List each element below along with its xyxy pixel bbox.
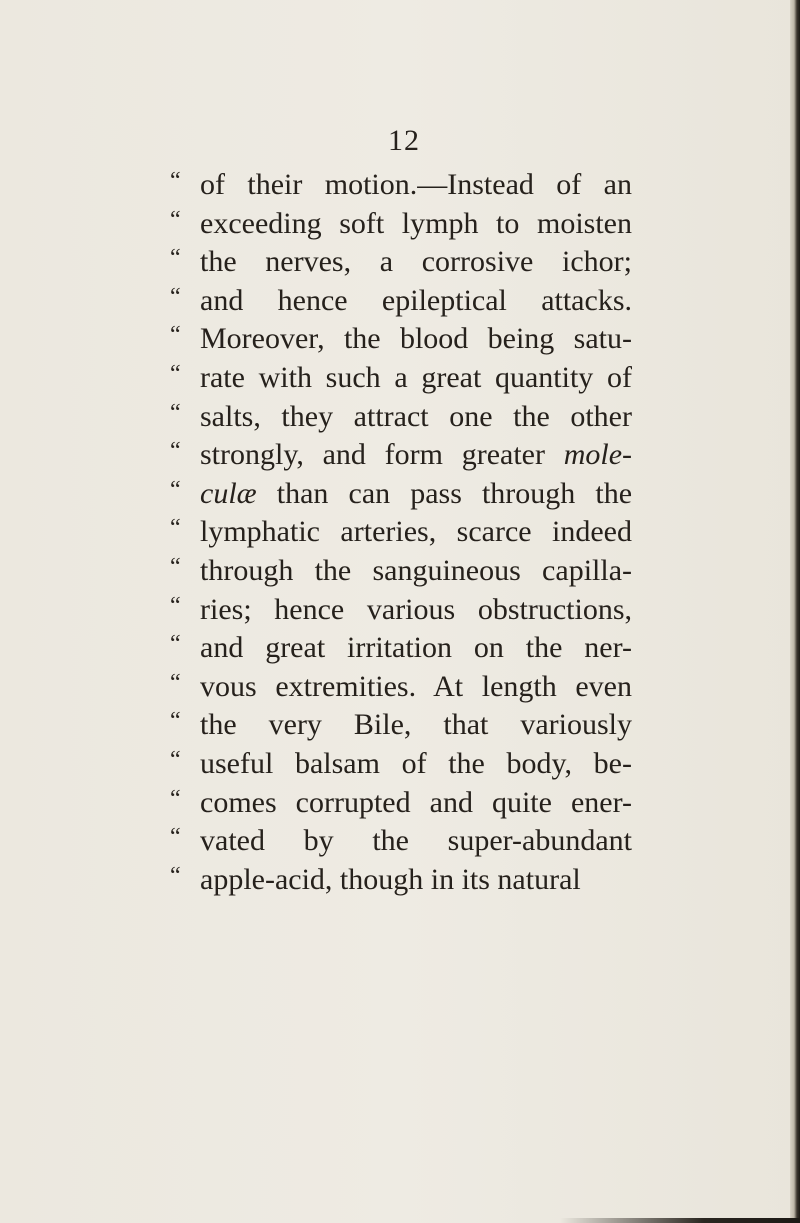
line-text-roman: than can pass through the [276,476,633,510]
line-text: rate with such a great quantity of [200,360,632,394]
page-edge-shadow [790,0,800,1223]
quote-mark: “ [170,592,179,619]
line-text: exceeding soft lymph to moisten [200,206,632,240]
quote-mark: “ [170,824,179,851]
line-text: comes corrupted and quite ener- [200,785,632,819]
line-text: vous extremities. At length even [200,669,632,703]
line-text: useful balsam of the body, be- [200,746,632,780]
quote-mark: “ [170,168,179,194]
quote-mark: “ [170,785,179,812]
line-text: of their motion.—Instead of an [200,168,632,201]
quote-mark: “ [170,515,179,542]
quote-mark: “ [170,746,179,773]
page-bottom-shadow [560,1218,800,1223]
italic-word: culæ [200,476,257,510]
quote-mark: “ [170,245,179,272]
quote-mark: “ [170,438,179,465]
line-text: the nerves, a corrosive ichor; [200,245,632,279]
quote-mark: “ [170,360,179,387]
line-text: and hence epileptical attacks. [200,283,632,317]
line-text: the very Bile, that variously [200,708,632,742]
line-text: salts, they attract one the other [200,399,632,433]
quote-mark: “ [170,283,179,310]
line-text: and great irritation on the ner- [200,631,632,665]
line-text: Moreover, the blood being satu- [200,322,632,356]
quote-mark: “ [170,399,179,426]
quote-mark: “ [170,669,179,696]
line-text: lymphatic arteries, scarce indeed [200,515,632,549]
quote-mark: “ [170,322,179,349]
line-text: vated by the super-abundant [200,824,632,858]
quote-mark: “ [170,631,179,658]
quote-mark: “ [170,708,179,735]
line-text: ries; hence various obstructions, [200,592,632,626]
quote-mark: “ [170,862,179,889]
page-number: 12 [388,124,420,157]
line-text: apple-acid, though in its natural [200,862,581,896]
line-text [200,475,632,514]
quote-mark: “ [170,206,179,233]
line-text: through the sanguineous capilla- [200,553,632,587]
line-text-roman: strongly, and form greater [200,438,545,472]
quote-mark: “ [170,476,179,503]
quote-mark: “ [170,553,179,580]
italic-word: mole- [563,438,633,472]
line-text [200,436,632,475]
